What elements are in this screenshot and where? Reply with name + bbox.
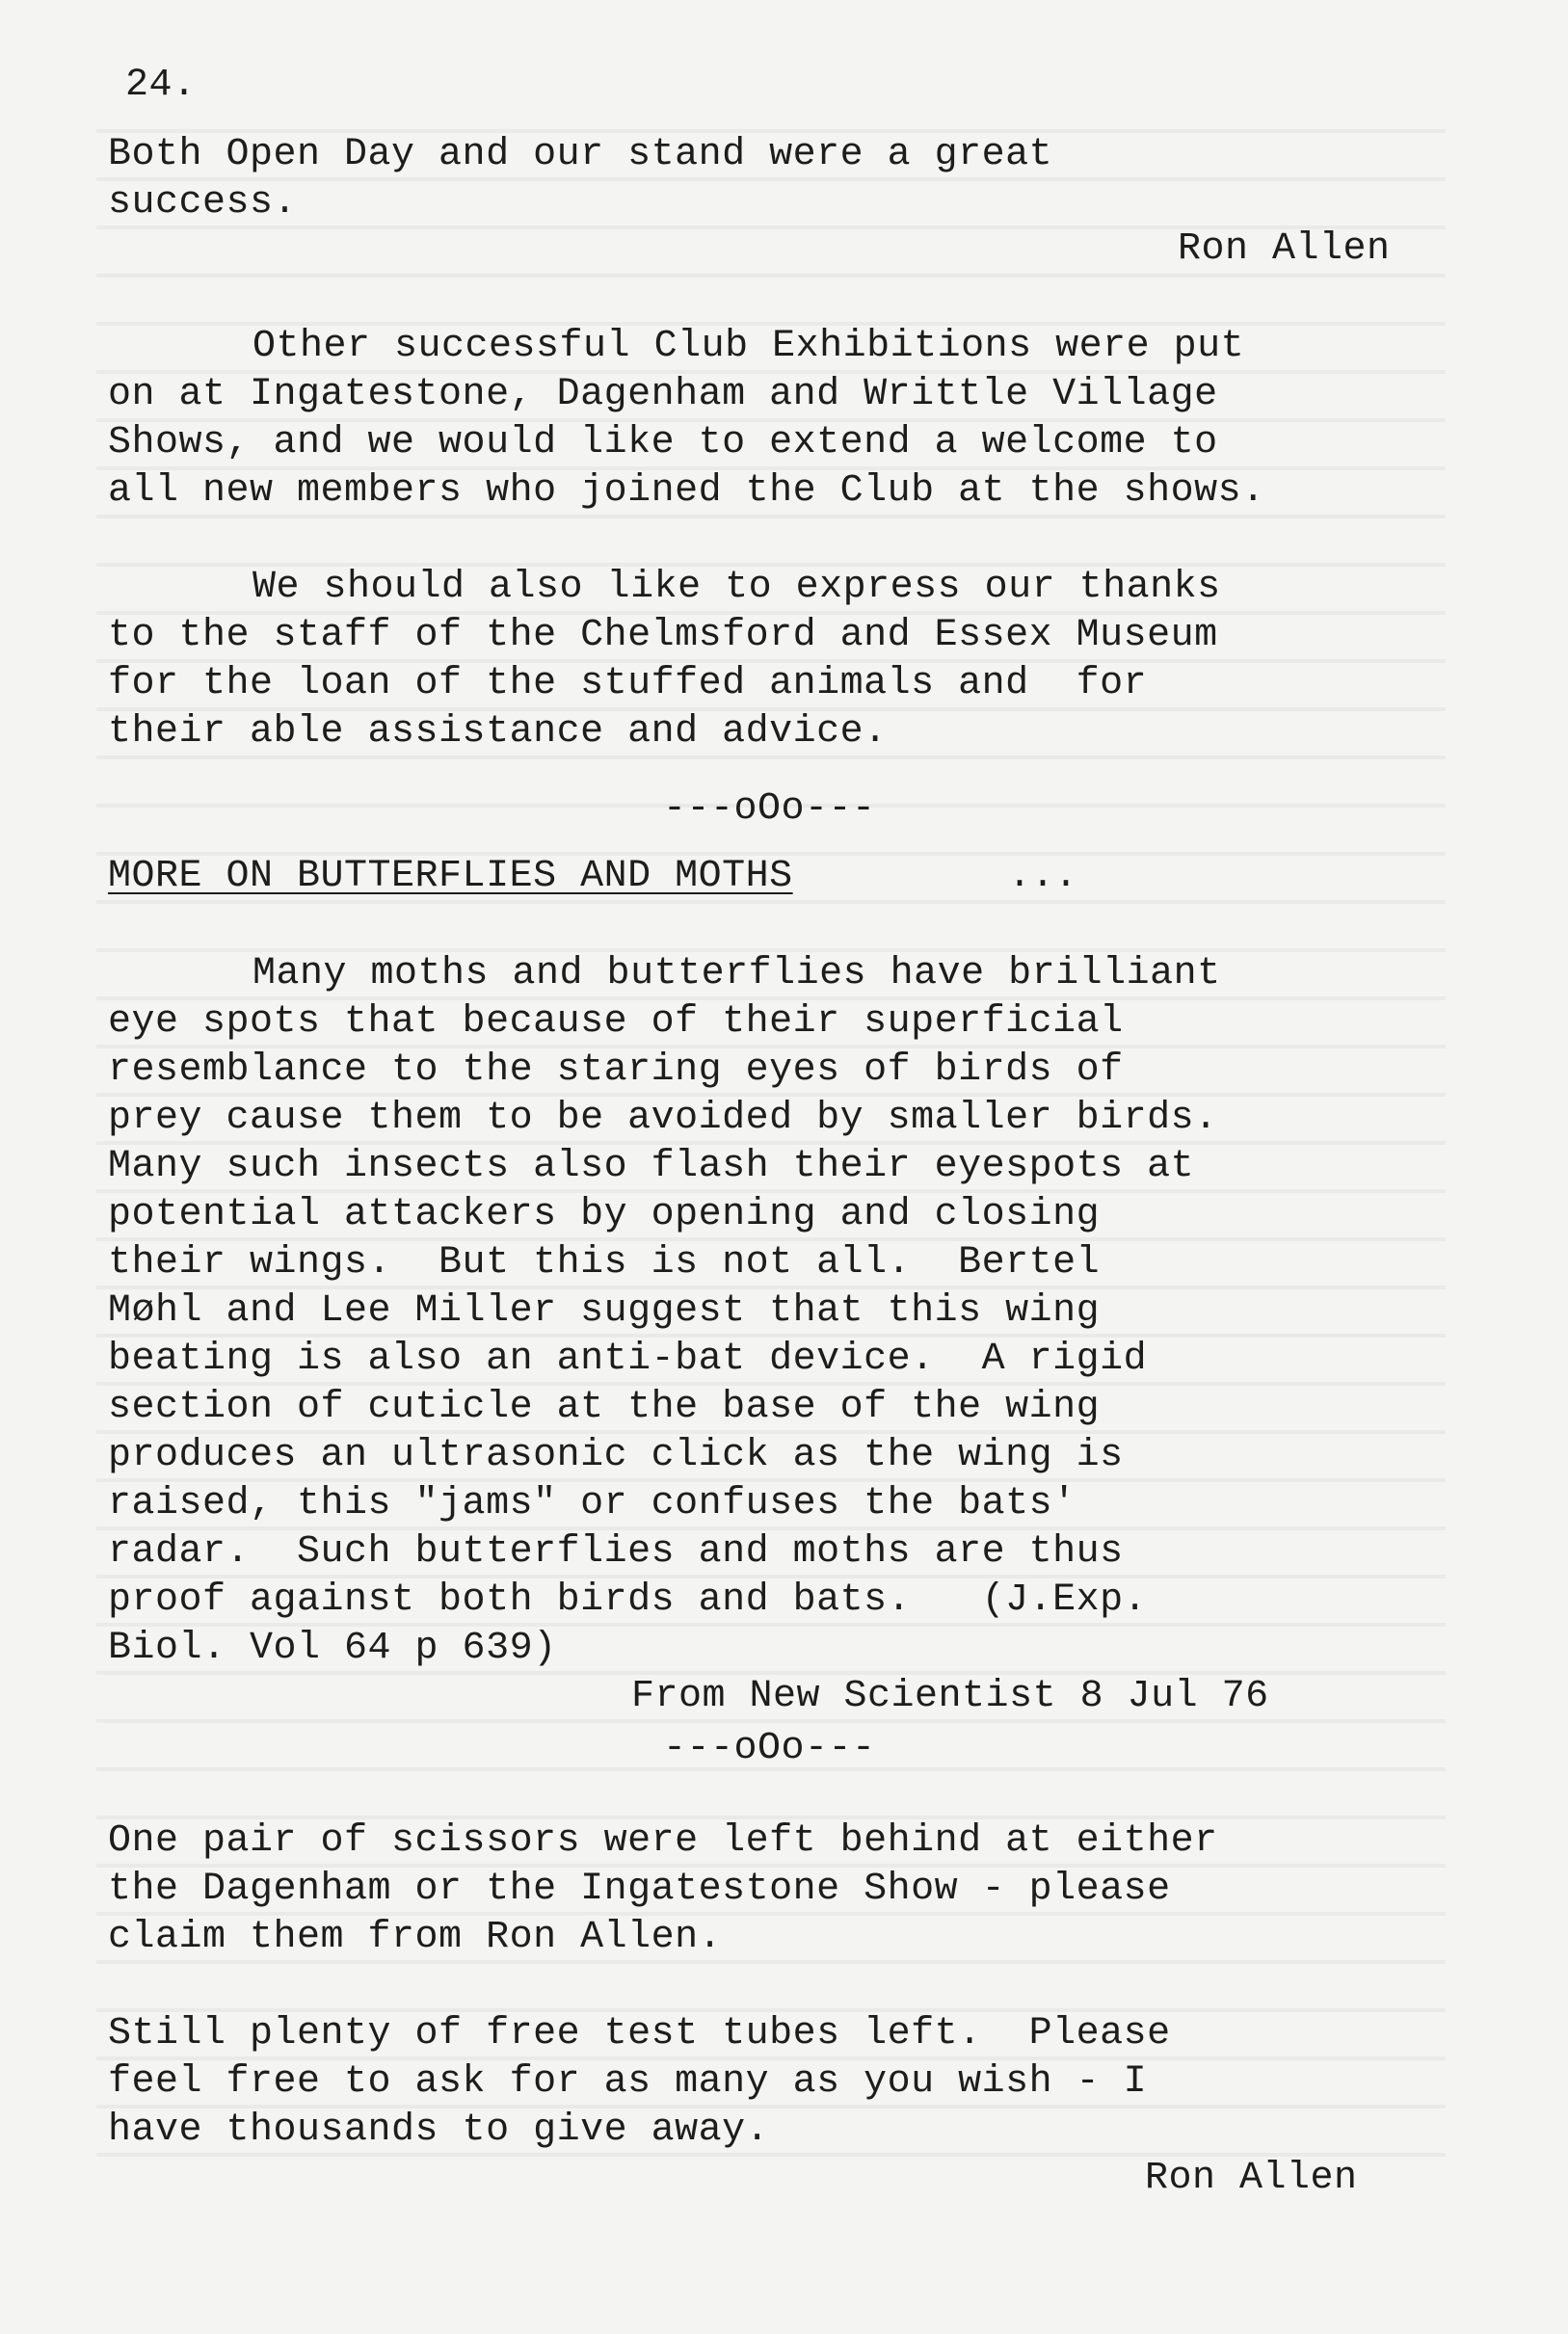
article-line: radar. Such butterflies and moths are thus — [108, 1530, 1124, 1574]
separator: ---oOo--- — [663, 1727, 876, 1770]
article-line: resemblance to the staring eyes of birds of — [108, 1048, 1124, 1092]
signature: Ron Allen — [1178, 227, 1391, 271]
article-line: Many moths and butterflies have brilliant — [252, 952, 1221, 995]
article-line: produces an ultrasonic click as the wing is — [108, 1434, 1124, 1477]
paragraph-line: Shows, and we would like to extend a welcome to — [108, 421, 1218, 464]
article-line: Biol. Vol 64 p 639) — [108, 1627, 557, 1670]
article-line: potential attackers by opening and closing — [108, 1193, 1101, 1236]
article-line: eye spots that because of their superficial — [108, 1000, 1124, 1044]
paragraph-line: to the staff of the Chelmsford and Essex Museum — [108, 614, 1218, 657]
paragraph-line: for the loan of the stuffed animals and for — [108, 662, 1148, 705]
article-line: raised, this "jams" or confuses the bats' — [108, 1482, 1076, 1525]
article-line: section of cuticle at the base of the wing — [108, 1386, 1101, 1429]
paragraph-line: We should also like to express our thanks — [252, 566, 1221, 609]
notice-line: have thousands to give away. — [108, 2109, 770, 2152]
notice-line: One pair of scissors were left behind at either — [108, 1819, 1218, 1863]
article-line: proof against both birds and bats. (J.Exp. — [108, 1578, 1148, 1622]
notice-line: the Dagenham or the Ingatestone Show - please — [108, 1868, 1171, 1911]
paragraph-line: success. — [108, 181, 298, 225]
paragraph-line: all new members who joined the Club at the shows. — [108, 469, 1265, 513]
separator: ---oOo--- — [663, 787, 876, 831]
paragraph-line: their able assistance and advice. — [108, 710, 888, 754]
article-line: prey cause them to be avoided by smaller birds. — [108, 1097, 1218, 1140]
page-number: 24. — [125, 64, 197, 107]
paragraph-line: Other successful Club Exhibitions were put — [252, 325, 1245, 368]
notice-line: claim them from Ron Allen. — [108, 1916, 723, 1959]
article-heading: MORE ON BUTTERFLIES AND MOTHS — [108, 855, 793, 898]
article-source: From New Scientist 8 Jul 76 — [631, 1675, 1269, 1718]
notice-line: Still plenty of free test tubes left. Please — [108, 2012, 1171, 2056]
notice-line: feel free to ask for as many as you wish - I — [108, 2060, 1148, 2104]
paragraph-line: on at Ingatestone, Dagenham and Writtle Village — [108, 373, 1218, 416]
article-line: Many such insects also flash their eyespots at — [108, 1145, 1195, 1188]
signature: Ron Allen — [1145, 2157, 1358, 2200]
paragraph-line: Both Open Day and our stand were a great — [108, 133, 1053, 176]
article-heading-suffix: ... — [985, 855, 1078, 898]
article-line: beating is also an anti-bat device. A rigid — [108, 1338, 1148, 1381]
article-line: Møhl and Lee Miller suggest that this wing — [108, 1289, 1101, 1333]
article-line: their wings. But this is not all. Bertel — [108, 1241, 1101, 1285]
